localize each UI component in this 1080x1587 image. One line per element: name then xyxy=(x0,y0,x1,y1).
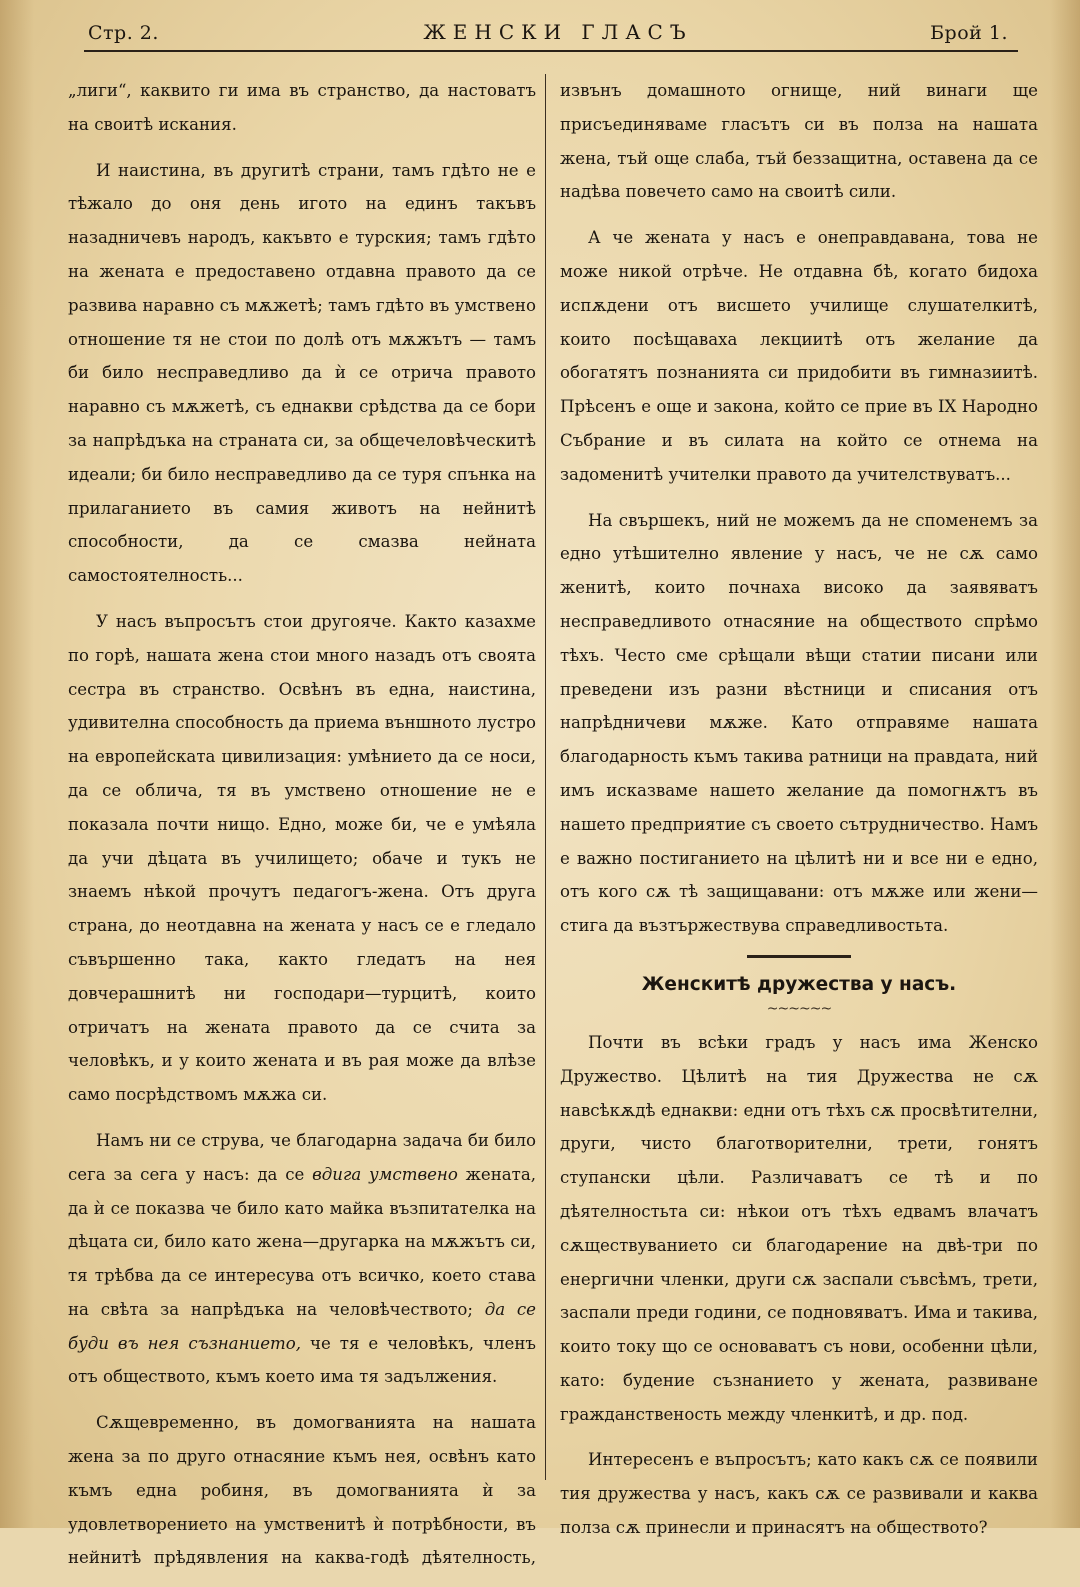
paragraph: Сѫщевременно, въ домогванията на нашата жена за по друго отнасяние къмъ нея, освѣнъ като къмъ една робиня, въ домогванията ѝ за удовлетворението на умственитѣ ѝ потрѣбности, въ нейнитѣ прѣдявления на каква-годѣ дѣятелность, xyxy=(68,1413,536,1568)
section-heading: Женскитѣ дружества у насъ. xyxy=(641,973,957,995)
paper-edge-right xyxy=(1050,0,1080,1528)
page-number: Стр. 2. xyxy=(88,22,159,44)
paragraph: И наистина, въ другитѣ страни, тамъ гдѣто не е тѣжало до оня день игото на единъ такъвъ назадничевъ народъ, какъвто е турския; тамъ гдѣто на жената е предоставено отдавна правото да се развива наравно съ мѫжетѣ; тамъ гдѣто въ умствено отношение тя не стои по долѣ отъ мѫжътъ — тамъ би било несправедливо да ѝ се отрича правото наравно съ мѫжетѣ, съ еднакви срѣдства да се бори за напрѣдъка на страната си, за общечеловѣческитѣ идеали; би било несправедливо да се туря спънка на прилаганието въ самия животъ на нейнитѣ способности, да се смазва нейната самостоятелность... xyxy=(68,160,536,586)
emphasis-text: вдига умствено xyxy=(312,1164,458,1184)
text-run: че тя е человѣкъ, членъ отъ обществото, къмъ което има тя задължения. xyxy=(68,1333,536,1387)
right-column xyxy=(560,74,1038,1557)
decorative-wave: ~~~~~~ xyxy=(766,1000,832,1017)
paragraph: А че жената у насъ е онеправдавана, това не може никой отрѣче. Не отдавна бѣ, когато бидоха испѫдени отъ висшето училище слушателкитѣ, които посѣщаваха лекциитѣ отъ желание да обогатятъ познанията си придобити въ гимназиитѣ. Прѣсенъ е още и закона, който се прие въ IX Народно Събрание и въ силата на който се отнема на задоменитѣ учителки правото да учителствуватъ... xyxy=(560,228,1038,484)
paragraph: На свършекъ, ний не можемъ да не споменемъ за едно утѣшително явление у насъ, че не сѫ само женитѣ, които почнаха високо да заявяватъ несправедливото отнасяние на обществото спрѣмо тѣхъ. Често сме срѣщали вѣщи статии писани или преведени изъ разни вѣстници и списания отъ напрѣдничеви мѫже. Като отправяме нашата благодарность къмъ такива ратници на правдата, ний имъ исказваме нашето желание да помогнѫтъ въ нашето предприятие съ своето сътрудничество. Намъ е важно постиганието на цѣлитѣ ни и все ни е едно, отъ кого сѫ тѣ защищавани: отъ мѫже или жени—стига да възтържествува справедливостьта. xyxy=(560,510,1038,936)
text-run: жената, да ѝ се показва че било като майка възпитателка на дѣцата си, било като жена—другарка на мѫжътъ си, тя трѣбва да се интересува отъ всичко, което става на свѣта за напрѣдъка на человѣчеството; xyxy=(68,1164,537,1319)
newspaper-title: ЖЕНСКИ ГЛАСЪ xyxy=(423,20,693,44)
paragraph: Интересенъ е въпросътъ; като какъ сѫ се появили тия дружества у насъ, какъ сѫ се развивали и каква полза сѫ принесли и принасятъ на обществото? xyxy=(560,1450,1038,1538)
left-column xyxy=(68,74,536,1587)
paragraph: Почти въ всѣки градъ у насъ има Женско Дружество. Цѣлитѣ на тия Дружества не сѫ навсѣкѫдѣ еднакви: едни отъ тѣхъ сѫ просвѣтителни, други, чисто благотворителни, трети, гонятъ ступански цѣли. Различаватъ се тѣ и по дѣятелностьта си: нѣкои отъ тѣхъ едвамъ влачатъ сѫществуванието си благодарение на двѣ-три по енергични членки, други сѫ заспали съвсѣмъ, трети, заспали преди години, се подновяватъ. Има и такива, които току що се основаватъ съ нови, особенни цѣли, като: будение съзнанието у жената, развиване гражданственость между членкитѣ, и др. под. xyxy=(560,1032,1038,1424)
paragraph: извънъ домашното огнище, ний винаги ще присъединяваме гласътъ си въ полза на нашата жена, тъй още слаба, тъй беззащитна, оставена да се надѣва повечето само на своитѣ сили. xyxy=(560,81,1038,202)
page-header xyxy=(88,18,1028,54)
paragraph xyxy=(68,1124,536,1394)
emphasis-text: да се буди въ нея съзнанието, xyxy=(68,1299,536,1353)
paragraph: У насъ въпросътъ стои другояче. Както казахме по горѣ, нашата жена стои много назадъ отъ своята сестра въ странство. Освѣнъ въ една, наистина, удивителна способность да приема външното лустро на европейската цивилизация: умѣнието да се носи, да се облича, тя въ умствено отношение не е показала почти нищо. Едно, може би, че е умѣяла да учи дѣцата въ училището; обаче и тукъ не знаемъ нѣкой прочутъ педагогъ-жена. Отъ друга страна, до неотдавна на жената у насъ се е гледало съвършенно така, както гледатъ на нея довчерашнитѣ ни господари—турцитѣ, които отричатъ на жената правото да се счита за человѣкъ, и у които жената и въ рая може да влѣзе само посрѣдствомъ мѫжа си. xyxy=(68,611,536,1105)
header-rule xyxy=(84,50,1018,52)
section-separator xyxy=(747,955,851,958)
text-run: Намъ ни се струва, че благодарна задача би било сега за сега у насъ: да се xyxy=(68,1130,536,1184)
paper-edge-left xyxy=(0,0,34,1528)
column-divider xyxy=(545,74,546,1480)
issue-number: Брой 1. xyxy=(930,22,1008,44)
paragraph: „лиги“, каквито ги има въ странство, да настоватъ на своитѣ искания. xyxy=(68,81,536,134)
